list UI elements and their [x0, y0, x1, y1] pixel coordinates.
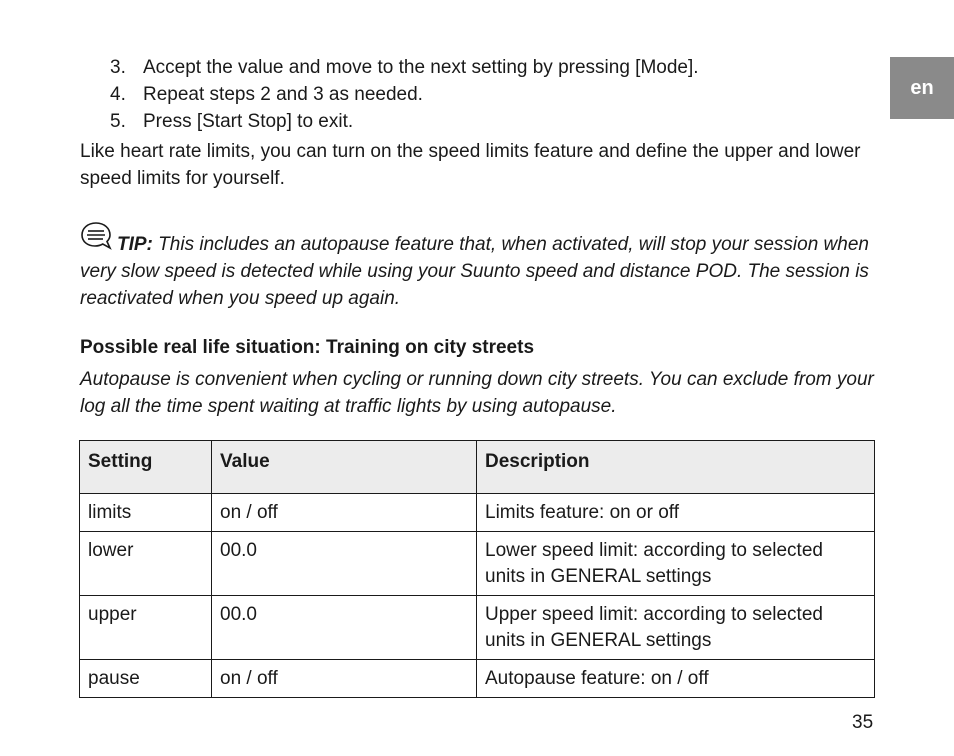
step-number: 5.: [110, 111, 126, 132]
cell-value: on / off: [212, 494, 477, 532]
step-number: 3.: [110, 57, 126, 78]
list-item: [110, 108, 699, 135]
header-description: Description: [477, 441, 875, 494]
tip-text: This includes an autopause feature that, when activated, will stop your session when very slow speed is detected while using your Suunto speed and distance POD. The session is reactivated when you speed up again.: [80, 234, 869, 309]
table-header-row: [80, 441, 875, 494]
cell-setting: upper: [80, 596, 212, 660]
table-row: [80, 532, 875, 596]
tip-note: [80, 231, 880, 312]
step-text: Repeat steps 2 and 3 as needed.: [143, 84, 423, 105]
steps-list: [110, 54, 699, 135]
step-text: Accept the value and move to the next setting by pressing [Mode].: [143, 57, 699, 78]
table-row: [80, 660, 875, 698]
table-row: [80, 494, 875, 532]
step-text: Press [Start Stop] to exit.: [143, 111, 354, 132]
cell-value: 00.0: [212, 532, 477, 596]
page-number: 35: [852, 712, 874, 733]
language-tab: en: [890, 57, 954, 119]
step-number: 4.: [110, 84, 126, 105]
cell-value: 00.0: [212, 596, 477, 660]
list-item: [110, 54, 699, 81]
cell-description: Limits feature: on or off: [477, 494, 875, 532]
tip-label: TIP:: [117, 234, 153, 255]
cell-setting: pause: [80, 660, 212, 698]
cell-description: Upper speed limit: according to selected units in GENERAL settings: [477, 596, 875, 660]
settings-table: [79, 440, 875, 698]
header-setting: Setting: [80, 441, 212, 494]
cell-setting: limits: [80, 494, 212, 532]
header-value: Value: [212, 441, 477, 494]
intro-paragraph: Autopause is convenient when cycling or running down city streets. You can exclude from your log all the time spent waiting at traffic lights by using autopause.: [80, 369, 874, 417]
cell-value: on / off: [212, 660, 477, 698]
table-row: [80, 596, 875, 660]
cell-setting: lower: [80, 532, 212, 596]
cell-description: Autopause feature: on / off: [477, 660, 875, 698]
cell-description: Lower speed limit: according to selected units in GENERAL settings: [477, 532, 875, 596]
section-heading: Possible real life situation: Training on city streets: [80, 337, 535, 358]
body-paragraph: Like heart rate limits, you can turn on the speed limits feature and define the upper and lower speed limits for yourself.: [80, 141, 861, 189]
list-item: [110, 81, 699, 108]
